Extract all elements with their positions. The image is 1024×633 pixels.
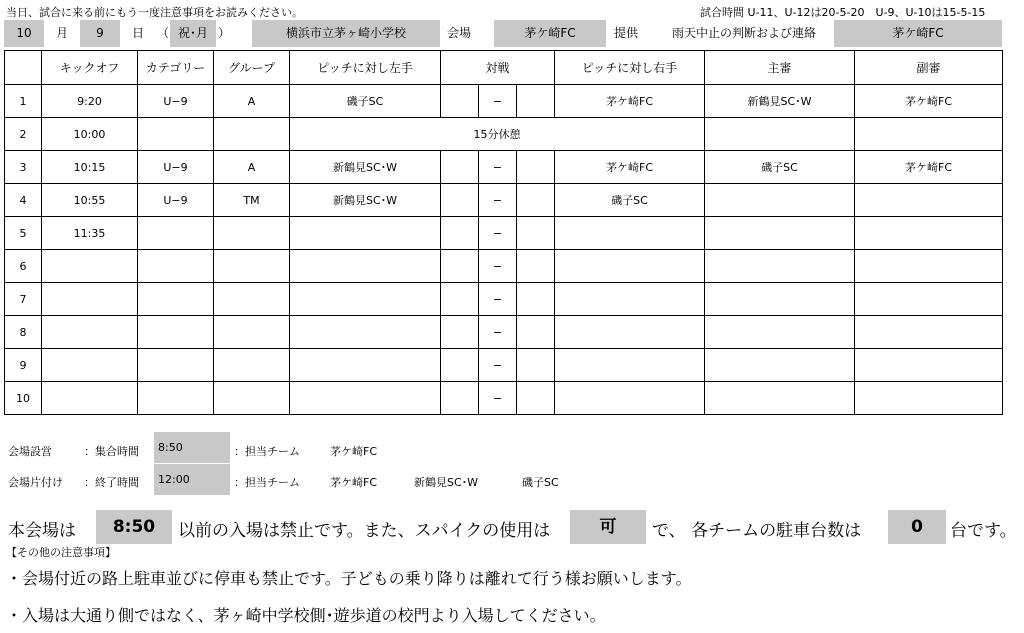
entry-text-4: 台です。 [950, 521, 1017, 541]
note-1: ・会場付近の路上駐車並びに停車も禁止です。子どもの乗り降りは離れて行う様お願いします。 [6, 569, 692, 588]
vs-spacer-right [517, 217, 555, 250]
table-header-row [5, 51, 1003, 85]
rain-team: 茅ケ崎FC [834, 20, 1002, 47]
vs-spacer-right [517, 250, 555, 283]
vs-cell: − [479, 250, 517, 283]
setup-team-1: 茅ケ崎FC [330, 445, 378, 458]
vs-spacer-right [517, 85, 555, 118]
schedule-table [4, 50, 1003, 415]
category-cell: U−9 [138, 151, 214, 184]
kickoff-cell [42, 349, 138, 382]
vs-spacer-left [441, 85, 479, 118]
cleanup-team-1: 茅ケ崎FC [330, 476, 378, 489]
main-referee-cell [705, 250, 855, 283]
row-number: 9 [5, 349, 42, 382]
row-number: 4 [5, 184, 42, 217]
kickoff-cell [42, 316, 138, 349]
category-cell: U−9 [138, 184, 214, 217]
main-referee-cell [705, 283, 855, 316]
row-number: 8 [5, 316, 42, 349]
category-cell [138, 382, 214, 415]
right-team-cell [555, 283, 705, 316]
group-cell: A [214, 151, 290, 184]
table-row [5, 283, 1003, 316]
cleanup-team-3: 磯子SC [522, 476, 559, 489]
sub-referee-cell [855, 382, 1003, 415]
main-referee-cell [705, 217, 855, 250]
cleanup-label: 会場片付け [8, 476, 63, 489]
setup-team-label: ：担当チーム [234, 445, 300, 458]
left-team-cell: 新鶴見SC･W [290, 184, 441, 217]
group-cell [214, 250, 290, 283]
entry-text-1: 本会場は [8, 521, 76, 541]
table-row [5, 118, 1003, 151]
spike-usage: 可 [570, 510, 646, 544]
sub-referee-cell [855, 118, 1003, 151]
left-team-cell [290, 283, 441, 316]
vs-spacer-right [517, 283, 555, 316]
sub-referee-cell [855, 250, 1003, 283]
row-number: 10 [5, 382, 42, 415]
paren-open: （ [157, 26, 170, 40]
header-kickoff: キックオフ [42, 51, 138, 85]
entry-time: 8:50 [96, 510, 172, 544]
provider-team: 茅ケ崎FC [494, 20, 606, 47]
cleanup-team-label: ：担当チーム [234, 476, 300, 489]
table-row [5, 151, 1003, 184]
row-number: 3 [5, 151, 42, 184]
category-cell [138, 217, 214, 250]
month-value: 10 [4, 20, 44, 47]
venue-name: 横浜市立茅ヶ崎小学校 [252, 20, 440, 47]
vs-cell: − [479, 283, 517, 316]
vs-spacer-left [441, 184, 479, 217]
left-team-cell: 磯子SC [290, 85, 441, 118]
vs-spacer-left [441, 349, 479, 382]
vs-cell: − [479, 184, 517, 217]
header-sub-referee: 副審 [855, 51, 1003, 85]
vs-spacer-left [441, 316, 479, 349]
sub-referee-cell [855, 217, 1003, 250]
group-cell [214, 316, 290, 349]
table-row [5, 349, 1003, 382]
left-team-cell [290, 316, 441, 349]
main-referee-cell [705, 184, 855, 217]
row-number: 1 [5, 85, 42, 118]
vs-spacer-right [517, 382, 555, 415]
group-cell [214, 118, 290, 151]
provider-label: 提供 [614, 26, 639, 40]
category-cell [138, 283, 214, 316]
table-row [5, 85, 1003, 118]
table-row [5, 250, 1003, 283]
sub-referee-cell [855, 283, 1003, 316]
cleanup-time: 12:00 [154, 464, 230, 495]
sub-referee-cell: 茅ケ崎FC [855, 151, 1003, 184]
month-label: 月 [56, 26, 69, 40]
table-row [5, 316, 1003, 349]
sub-referee-cell [855, 349, 1003, 382]
main-referee-cell [705, 382, 855, 415]
kickoff-cell: 10:00 [42, 118, 138, 151]
main-referee-cell: 新鶴見SC･W [705, 85, 855, 118]
day-label: 日 [132, 26, 145, 40]
right-team-cell: 磯子SC [555, 184, 705, 217]
setup-label: 会場設営 [8, 445, 52, 458]
category-cell [138, 118, 214, 151]
cleanup-time-label: ：終了時間 [84, 476, 139, 489]
sub-referee-cell [855, 184, 1003, 217]
right-team-cell [555, 349, 705, 382]
table-row [5, 184, 1003, 217]
row-number: 7 [5, 283, 42, 316]
vs-cell: − [479, 217, 517, 250]
kickoff-cell: 11:35 [42, 217, 138, 250]
kickoff-cell: 9:20 [42, 85, 138, 118]
kickoff-cell [42, 382, 138, 415]
right-team-cell: 茅ケ崎FC [555, 85, 705, 118]
venue-label: 会場 [447, 26, 472, 40]
vs-spacer-left [441, 217, 479, 250]
group-cell [214, 349, 290, 382]
group-cell [214, 382, 290, 415]
row-number: 2 [5, 118, 42, 151]
entry-text-2: 以前の入場は禁止です。また、スパイクの使用は [178, 521, 551, 541]
cleanup-team-2: 新鶴見SC･W [414, 476, 479, 489]
category-cell [138, 250, 214, 283]
kickoff-cell: 10:15 [42, 151, 138, 184]
sub-referee-cell [855, 316, 1003, 349]
kickoff-cell: 10:55 [42, 184, 138, 217]
vs-spacer-right [517, 184, 555, 217]
left-team-cell [290, 349, 441, 382]
kickoff-cell [42, 250, 138, 283]
main-referee-cell [705, 349, 855, 382]
main-referee-cell [705, 316, 855, 349]
header-no [5, 51, 42, 85]
match-time: 試合時間 U-11、U-12は20-5-20 U-9、U-10は15-5-15 [700, 6, 986, 19]
setup-time: 8:50 [154, 432, 230, 463]
vs-spacer-left [441, 250, 479, 283]
right-team-cell [555, 382, 705, 415]
group-cell: TM [214, 184, 290, 217]
header-group: グループ [214, 51, 290, 85]
setup-time-label: ：集合時間 [84, 445, 139, 458]
left-team-cell: 新鶴見SC･W [290, 151, 441, 184]
row-number: 5 [5, 217, 42, 250]
parking-count: 0 [888, 510, 946, 544]
vs-spacer-right [517, 316, 555, 349]
vs-spacer-left [441, 151, 479, 184]
weekday: 祝･月 [170, 20, 216, 47]
left-team-cell [290, 382, 441, 415]
notice-top: 当日、試合に来る前にもう一度注意事項をお読みください。 [6, 6, 303, 19]
right-team-cell: 茅ケ崎FC [555, 151, 705, 184]
paren-close: ） [218, 26, 231, 40]
row-number: 6 [5, 250, 42, 283]
vs-cell: − [479, 316, 517, 349]
header-left-team: ピッチに対し左手 [290, 51, 441, 85]
category-cell [138, 349, 214, 382]
table-row [5, 382, 1003, 415]
day-value: 9 [80, 20, 120, 47]
vs-cell: − [479, 151, 517, 184]
group-cell [214, 283, 290, 316]
left-team-cell [290, 250, 441, 283]
right-team-cell [555, 217, 705, 250]
header-right-team: ピッチに対し右手 [555, 51, 705, 85]
vs-spacer-right [517, 349, 555, 382]
header-main-referee: 主審 [705, 51, 855, 85]
group-cell: A [214, 85, 290, 118]
kickoff-cell [42, 283, 138, 316]
table-row [5, 217, 1003, 250]
note-2: ・入場は大通り側ではなく、茅ヶ崎中学校側･遊歩道の校門より入場してください。 [6, 606, 606, 625]
vs-spacer-left [441, 382, 479, 415]
main-referee-cell [705, 118, 855, 151]
rain-label: 雨天中止の判断および連絡 [672, 26, 817, 40]
category-cell: U−9 [138, 85, 214, 118]
header-category: カテゴリー [138, 51, 214, 85]
break-cell: 15分休憩 [290, 118, 705, 151]
header-match: 対戦 [441, 51, 555, 85]
entry-text-3: で、 各チームの駐車台数は [652, 521, 862, 541]
main-referee-cell: 磯子SC [705, 151, 855, 184]
vs-cell: − [479, 85, 517, 118]
vs-spacer-left [441, 283, 479, 316]
right-team-cell [555, 316, 705, 349]
other-notes-title: 【その他の注意事項】 [6, 546, 116, 559]
vs-cell: − [479, 382, 517, 415]
right-team-cell [555, 250, 705, 283]
group-cell [214, 217, 290, 250]
left-team-cell [290, 217, 441, 250]
vs-spacer-right [517, 151, 555, 184]
category-cell [138, 316, 214, 349]
sub-referee-cell: 茅ケ崎FC [855, 85, 1003, 118]
vs-cell: − [479, 349, 517, 382]
